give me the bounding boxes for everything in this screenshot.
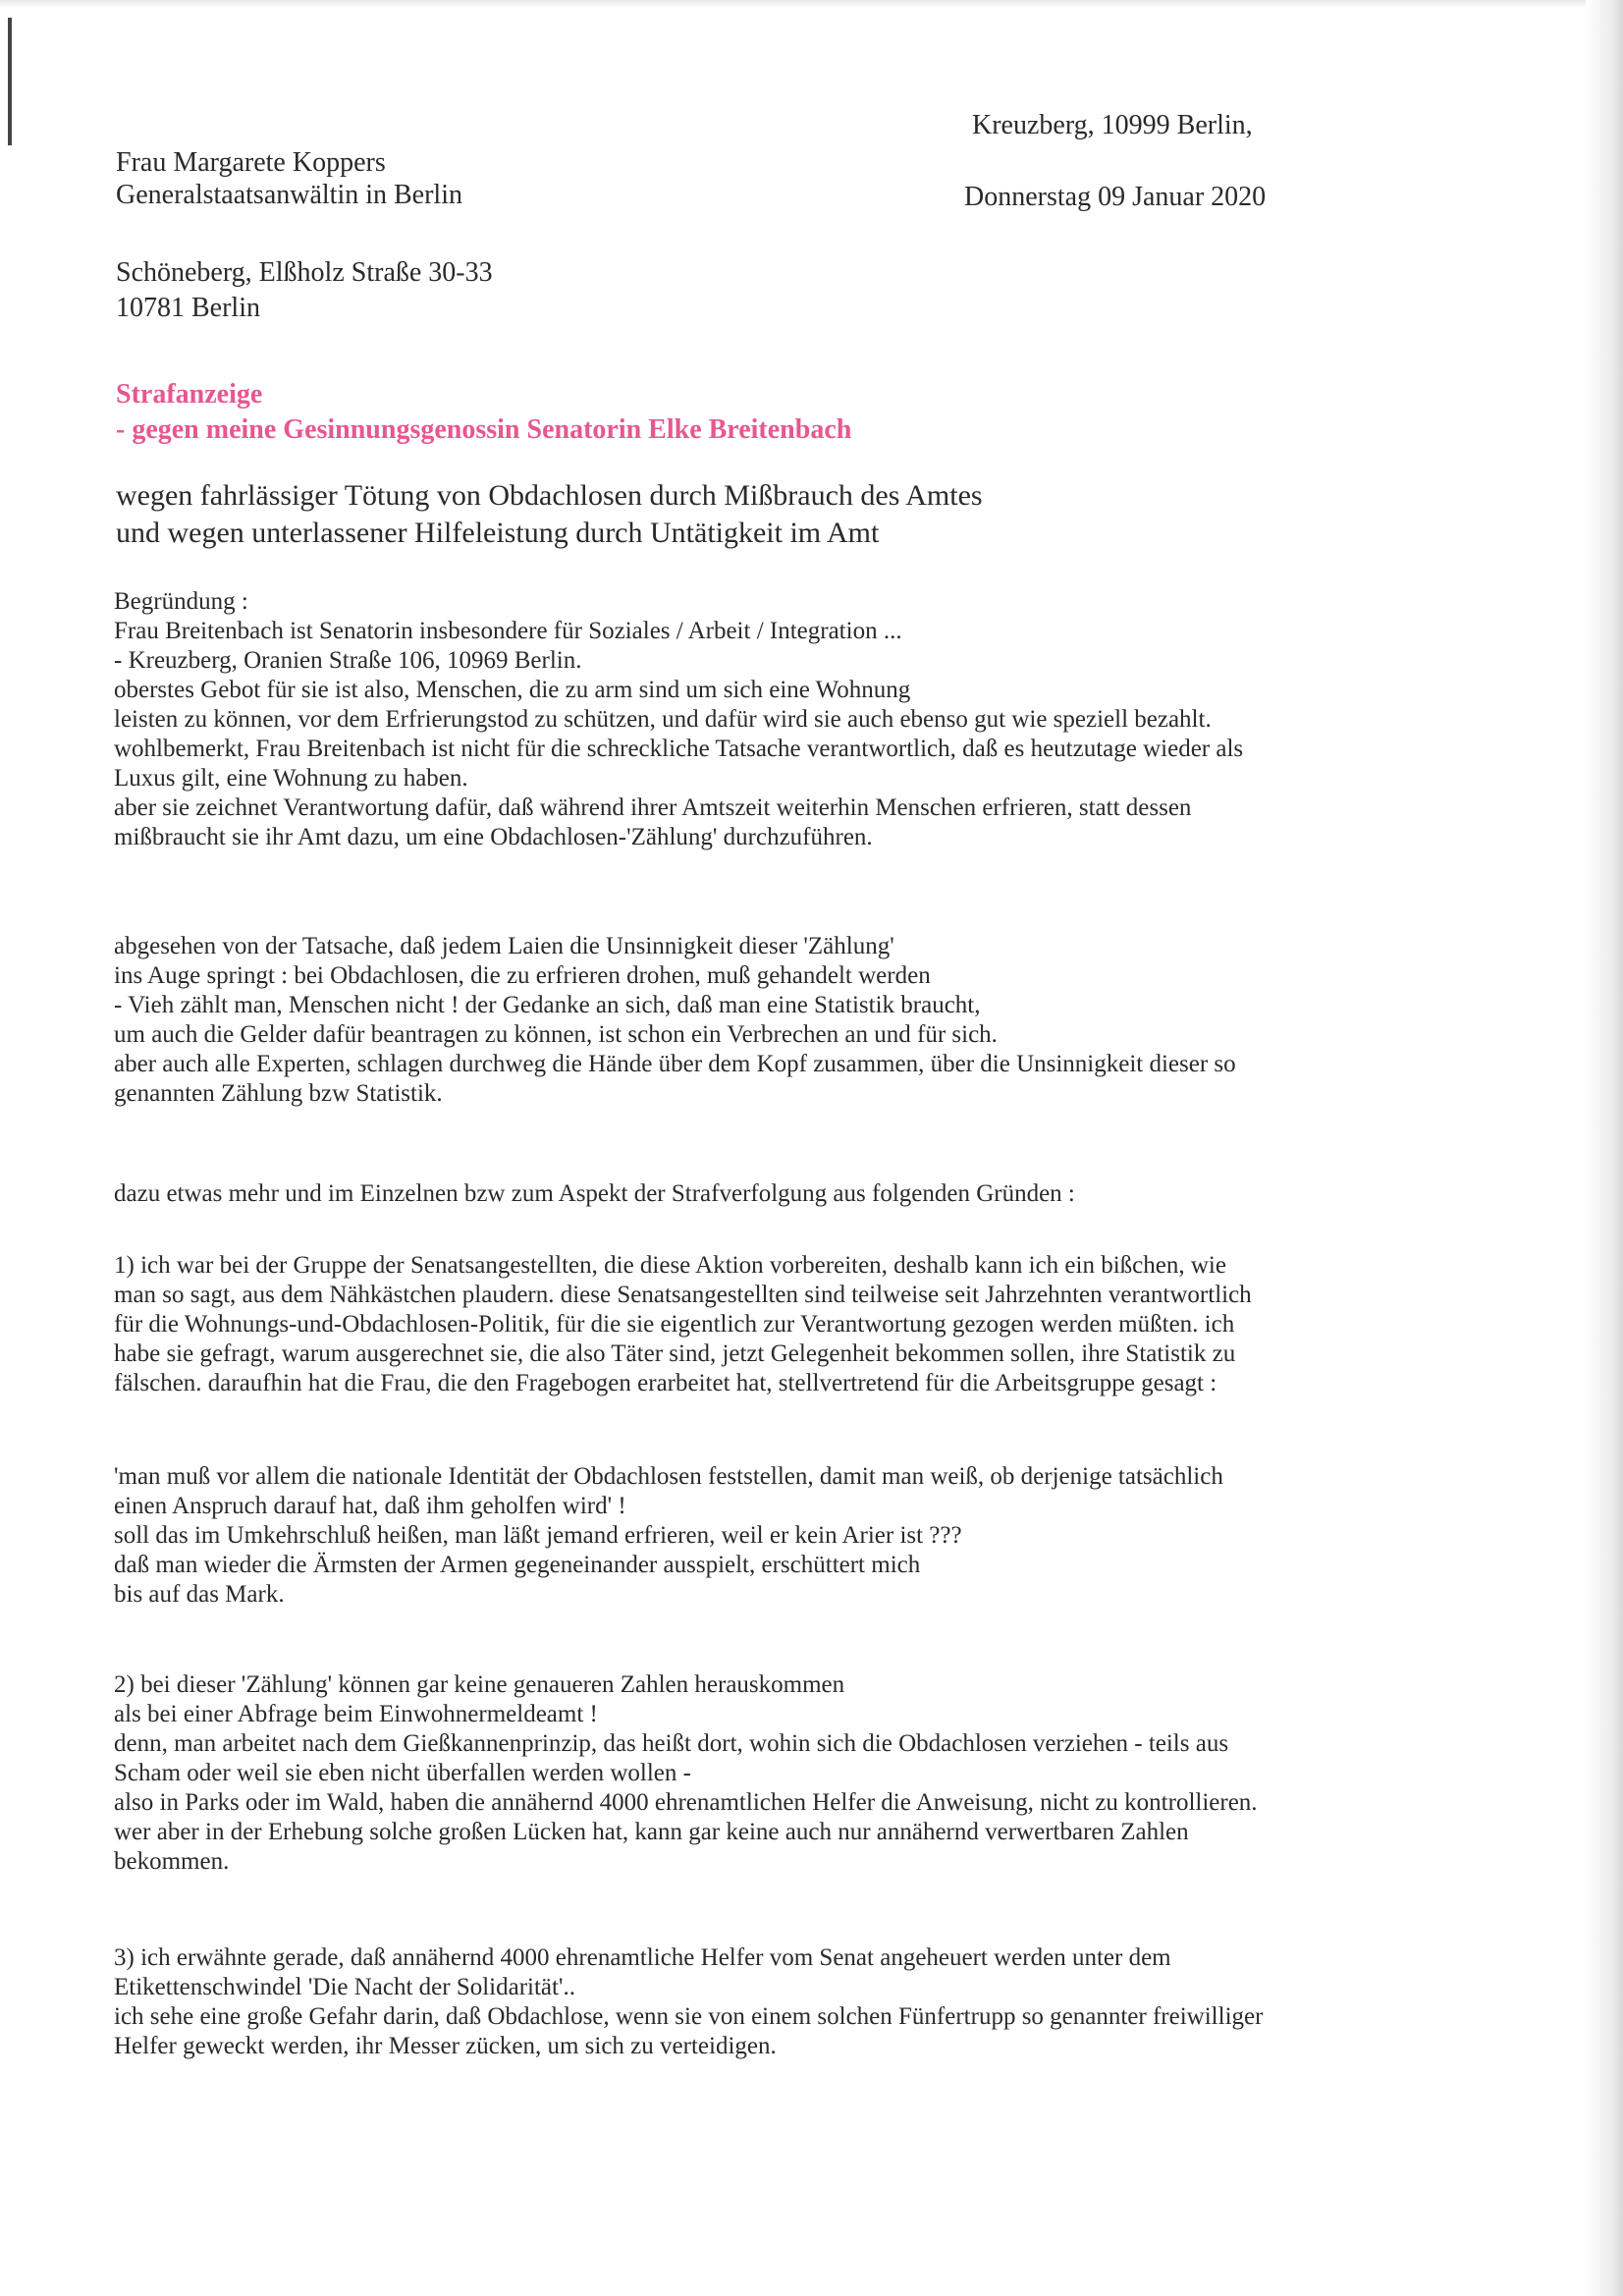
paragraph-quote: [114, 1462, 1518, 1610]
body-line: 2) bei dieser 'Zählung' können gar keine genaueren Zahlen herauskommen: [114, 1671, 845, 1698]
body-line: Etikettenschwindel 'Die Nacht der Solidarität'..: [114, 1974, 575, 2000]
body-line: Helfer geweckt werden, ihr Messer zücken, um sich zu verteidigen.: [114, 2033, 777, 2059]
body-line: 1) ich war bei der Gruppe der Senatsangestellten, die diese Aktion vorbereiten, deshalb kann ich ein bißchen, wie: [114, 1252, 1226, 1279]
body-line: aber auch alle Experten, schlagen durchweg die Hände über dem Kopf zusammen, über die Unsinnigkeit dieser so: [114, 1051, 1236, 1077]
body-line: als bei einer Abfrage beim Einwohnermeldeamt !: [114, 1701, 598, 1727]
body-line: ins Auge springt : bei Obdachlosen, die zu erfrieren drohen, muß gehandelt werden: [114, 962, 931, 989]
letter-place: Kreuzberg, 10999 Berlin,: [972, 110, 1253, 140]
scan-edge-top: [0, 0, 1623, 8]
body-line: abgesehen von der Tatsache, daß jedem Laien die Unsinnigkeit dieser 'Zählung': [114, 933, 894, 959]
body-line: man so sagt, aus dem Nähkästchen plaudern. diese Senatsangestellten sind teilweise seit Jahrzehnten verantwortlich: [114, 1282, 1252, 1308]
paragraph-reason-3: [114, 1943, 1518, 2061]
recipient-name: Frau Margarete Koppers: [116, 147, 386, 178]
scan-edge-left: [8, 18, 12, 145]
recipient-street: Schöneberg, Elßholz Straße 30-33: [116, 257, 493, 288]
body-line: daß man wieder die Ärmsten der Armen gegeneinander ausspielt, erschüttert mich: [114, 1552, 921, 1578]
body-line: also in Parks oder im Wald, haben die annähernd 4000 ehrenamtlichen Helfer die Anweisung, nicht zu kontrollieren.: [114, 1789, 1258, 1816]
body-line: für die Wohnungs-und-Obdachlosen-Politik, für die sie eigentlich zur Verantwortung gezogen werden müßten. ich: [114, 1311, 1235, 1338]
paragraph-reasons-intro: [114, 1179, 1518, 1209]
charge-line-2: und wegen unterlassener Hilfeleistung durch Untätigkeit im Amt: [116, 517, 880, 549]
body-line: Begründung :: [114, 588, 248, 615]
body-line: soll das im Umkehrschluß heißen, man läßt jemand erfrieren, weil er kein Arier ist ???: [114, 1522, 962, 1549]
body-line: bekommen.: [114, 1848, 230, 1875]
body-line: einen Anspruch darauf hat, daß ihm geholfen wird' !: [114, 1493, 626, 1519]
scan-edge-right: [1586, 0, 1623, 2296]
body-line: - Vieh zählt man, Menschen nicht ! der Gedanke an sich, daß man eine Statistik braucht,: [114, 992, 981, 1018]
body-line: habe sie gefragt, warum ausgerechnet sie, die also Täter sind, jetzt Gelegenheit bekommen sollen, ihre Statistik zu: [114, 1340, 1236, 1367]
body-line: fälschen. daraufhin hat die Frau, die den Fragebogen erarbeitet hat, stellvertretend für die Arbeitsgruppe gesagt :: [114, 1370, 1217, 1396]
body-line: - Kreuzberg, Oranien Straße 106, 10969 Berlin.: [114, 647, 582, 674]
paragraph-justification: [114, 587, 1518, 852]
paragraph-reason-1: [114, 1251, 1518, 1398]
body-line: um auch die Gelder dafür beantragen zu können, ist schon ein Verbrechen an und für sich.: [114, 1021, 998, 1048]
body-line: wer aber in der Erhebung solche großen Lücken hat, kann gar keine auch nur annähernd verwertbaren Zahlen: [114, 1819, 1189, 1845]
body-line: Scham oder weil sie eben nicht überfallen werden wollen -: [114, 1760, 691, 1786]
body-line: aber sie zeichnet Verantwortung dafür, daß während ihrer Amtszeit weiterhin Menschen erfrieren, statt dessen: [114, 794, 1192, 821]
body-line: dazu etwas mehr und im Einzelnen bzw zum Aspekt der Strafverfolgung aus folgenden Gründen :: [114, 1180, 1075, 1207]
body-line: ich sehe eine große Gefahr darin, daß Obdachlose, wenn sie von einem solchen Fünfertrupp so genannter freiwilliger: [114, 2003, 1264, 2030]
body-line: mißbraucht sie ihr Amt dazu, um eine Obdachlosen-'Zählung' durchzuführen.: [114, 824, 873, 850]
body-line: leisten zu können, vor dem Erfrierungstod zu schützen, und dafür wird sie auch ebenso gut wie speziell bezahlt.: [114, 706, 1212, 733]
body-line: Frau Breitenbach ist Senatorin insbesondere für Soziales / Arbeit / Integration ...: [114, 618, 902, 644]
letter-date: Donnerstag 09 Januar 2020: [964, 182, 1267, 212]
body-line: wohlbemerkt, Frau Breitenbach ist nicht für die schreckliche Tatsache verantwortlich, daß es heutzutage wieder als: [114, 736, 1244, 762]
body-line: 'man muß vor allem die nationale Identität der Obdachlosen feststellen, damit man weiß, ob derjenige tatsächlich: [114, 1463, 1223, 1490]
paragraph-counting-criticism: [114, 932, 1518, 1109]
paragraph-reason-2: [114, 1670, 1518, 1877]
body-line: oberstes Gebot für sie ist also, Menschen, die zu arm sind um sich eine Wohnung: [114, 677, 911, 703]
body-line: denn, man arbeitet nach dem Gießkannenprinzip, das heißt dort, wohin sich die Obdachlosen verziehen - teils aus: [114, 1730, 1229, 1757]
recipient-city: 10781 Berlin: [116, 293, 260, 323]
body-line: bis auf das Mark.: [114, 1581, 285, 1608]
subject-title: Strafanzeige: [116, 379, 263, 410]
body-line: Luxus gilt, eine Wohnung zu haben.: [114, 765, 468, 792]
body-line: genannten Zählung bzw Statistik.: [114, 1080, 443, 1107]
body-line: 3) ich erwähnte gerade, daß annähernd 4000 ehrenamtliche Helfer vom Senat angeheuert werden unter dem: [114, 1944, 1171, 1971]
subject-target: - gegen meine Gesinnungsgenossin Senatorin Elke Breitenbach: [116, 414, 852, 445]
recipient-title: Generalstaatsanwältin in Berlin: [116, 180, 462, 210]
charge-line-1: wegen fahrlässiger Tötung von Obdachlosen durch Mißbrauch des Amtes: [116, 479, 983, 512]
